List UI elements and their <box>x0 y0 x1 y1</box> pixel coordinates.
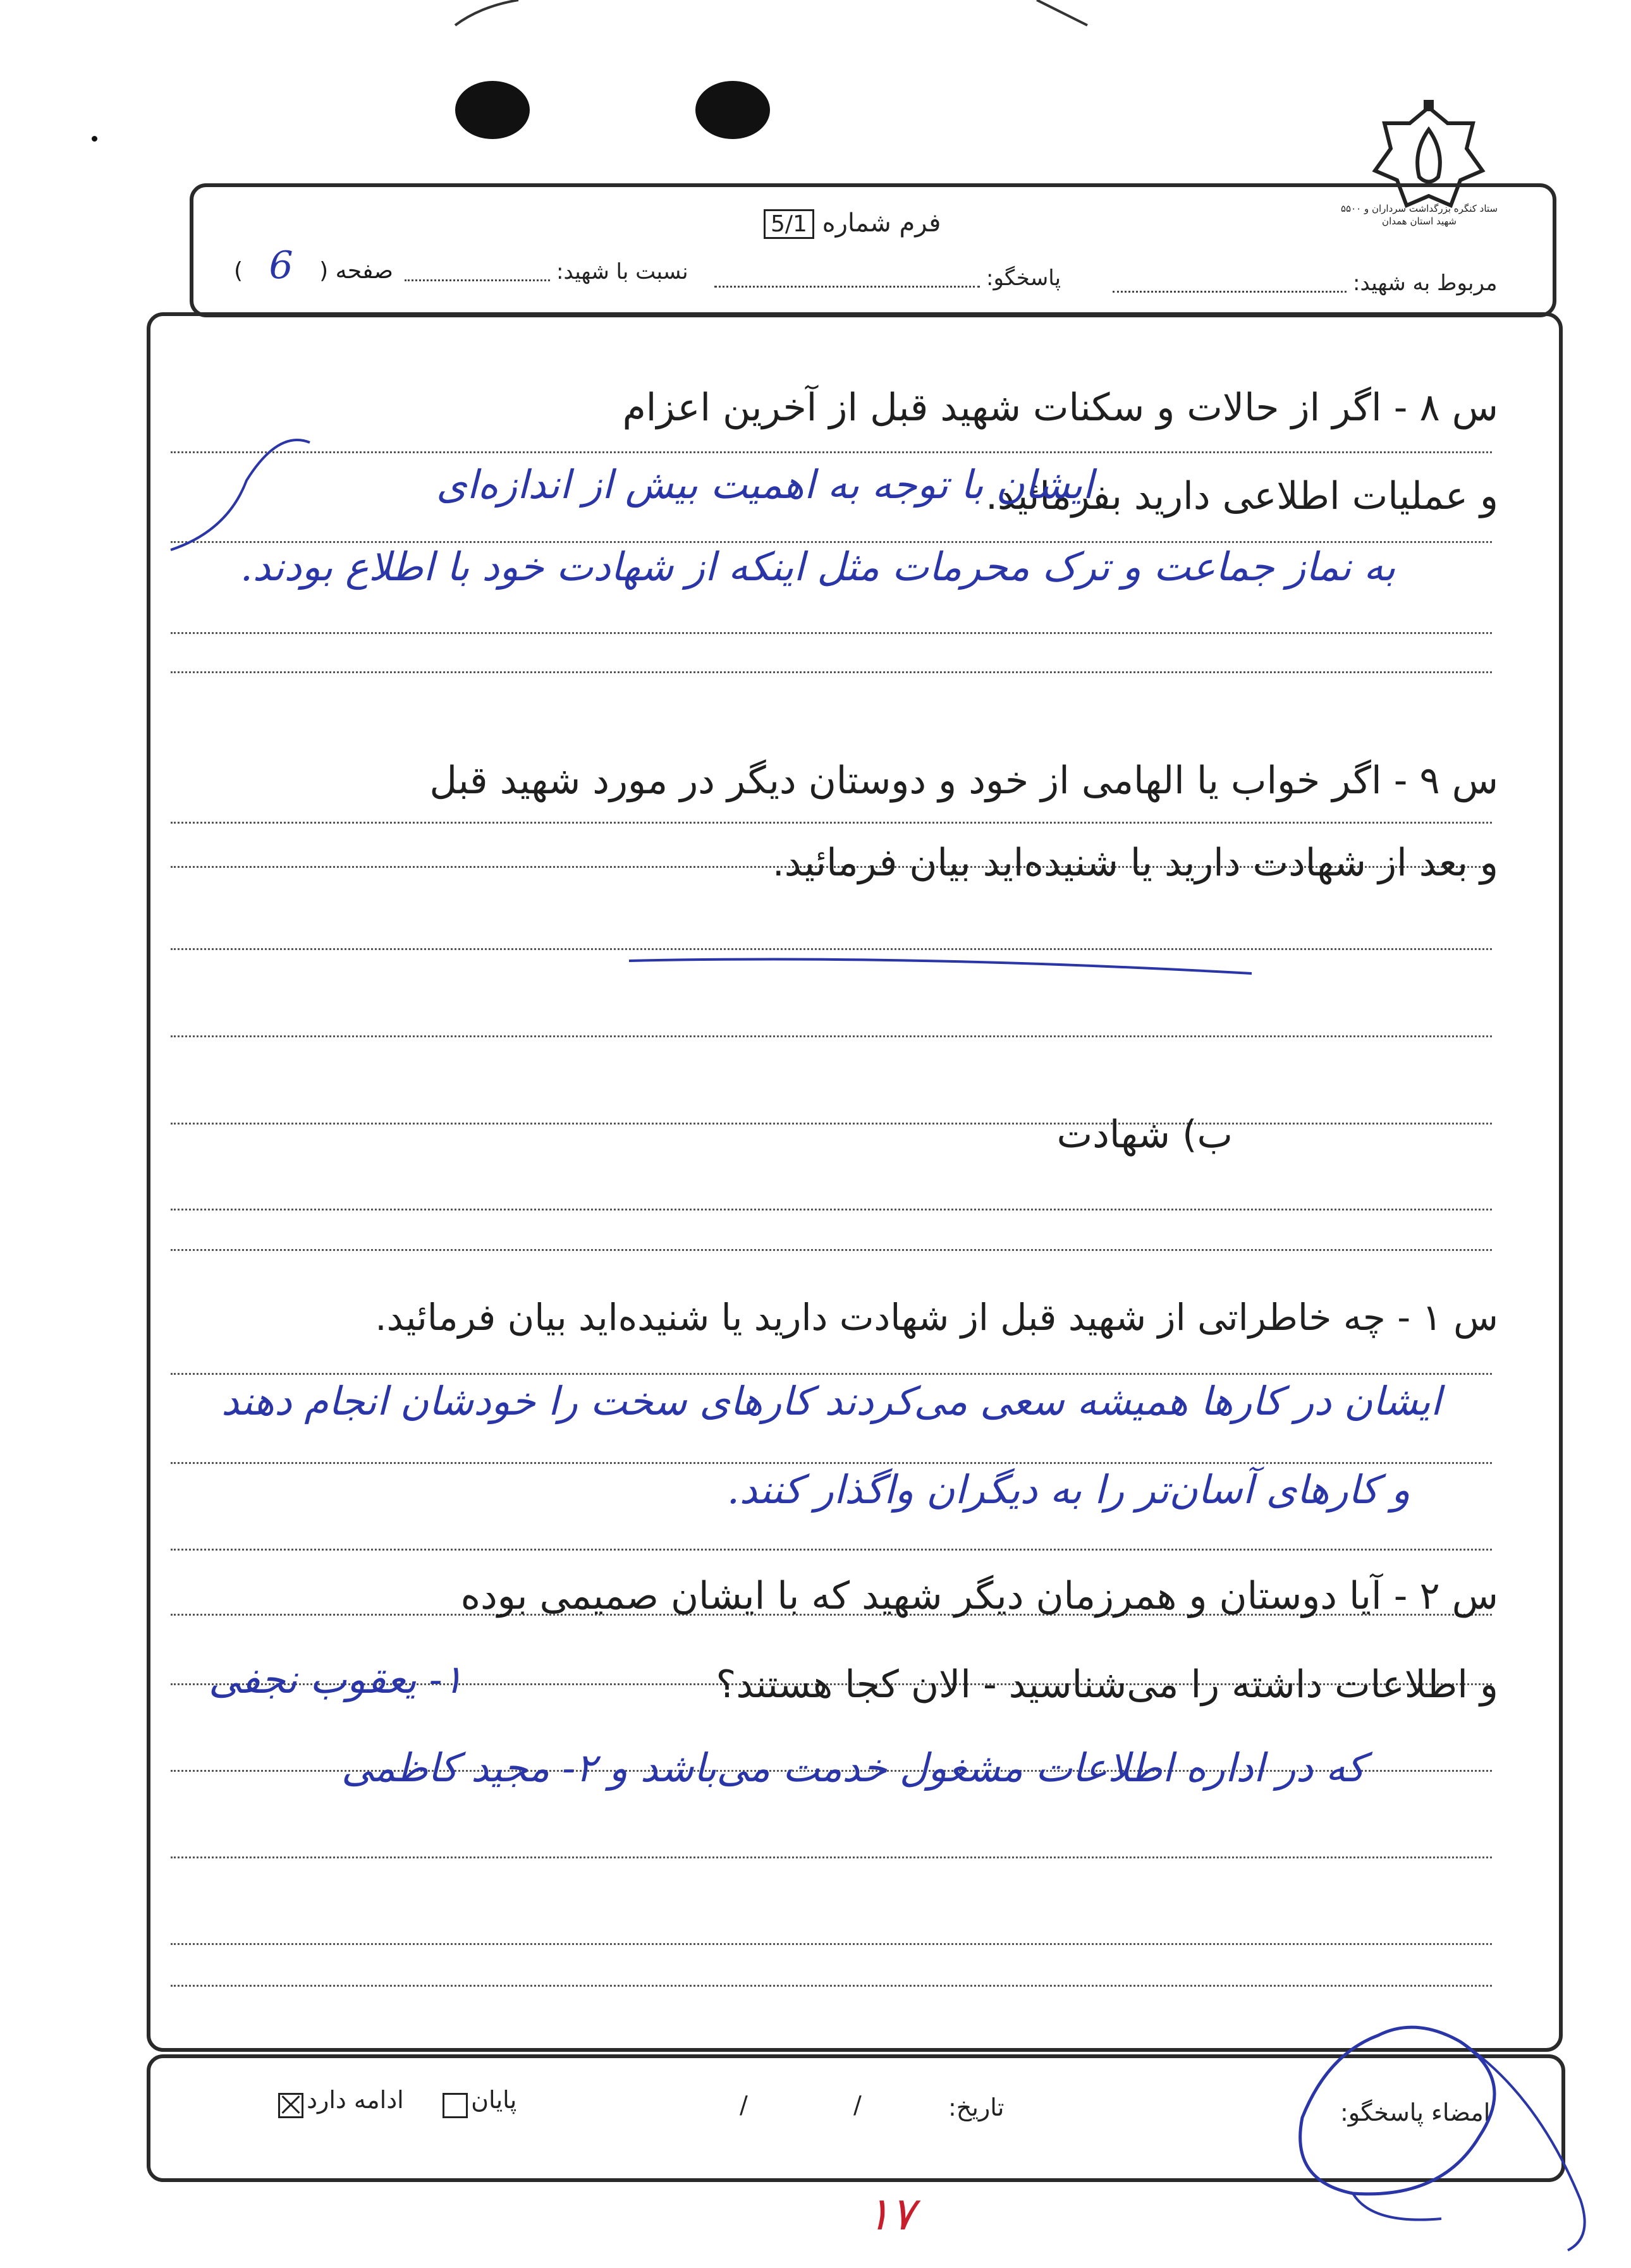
question-9 <box>164 733 1498 1157</box>
top-edge-marks <box>0 0 1631 76</box>
answer-line: و کارهای آسان‌تر را به دیگران واگذار کنند. <box>727 1466 1410 1513</box>
answer-line: به نماز جماعت و ترک محرمات مثل اینکه از شهادت خود با اطلاع بودند. <box>240 544 1396 590</box>
end-checkbox[interactable] <box>443 2093 468 2118</box>
answer-line: ۱- یعقوب نجفی <box>209 1656 463 1702</box>
punch-hole-right <box>695 81 770 139</box>
question-text-line: و بعد از شهادت دارید یا شنیده‌اید بیان فرمائید. <box>772 841 1498 885</box>
continues-checkbox[interactable] <box>278 2093 303 2118</box>
relation-label: نسبت با شهید: <box>556 259 688 284</box>
question-1 <box>164 1277 1498 1542</box>
page-indicator <box>234 243 393 288</box>
signature-scribble <box>1252 1991 1606 2257</box>
page-number: 6 <box>269 243 293 288</box>
continues-label: ادامه دارد <box>307 2086 404 2114</box>
question-text-line: س ۹ - اگر خواب یا الهامی از خود و دوستان دیگر در مورد شهید قبل <box>429 759 1498 803</box>
speck <box>92 136 97 142</box>
end-label: پایان <box>471 2086 517 2114</box>
date-separator: / <box>853 2091 862 2119</box>
form-number: 5/1 <box>764 209 814 239</box>
question-text-line: و عملیات اطلاعی دارید بفرمائید. <box>985 474 1498 518</box>
pen-stroke <box>626 948 1258 986</box>
page-close: ) <box>234 258 243 284</box>
question-text-line: س ۱ - چه خاطراتی از شهید قبل از شهادت دارید یا شنیده‌اید بیان فرمائید. <box>375 1296 1498 1339</box>
answer-line: ایشان در کارها همیشه سعی می‌کردند کارهای سخت را خودشان انجام دهند <box>221 1378 1441 1424</box>
date-label: تاریخ: <box>948 2094 1005 2121</box>
punch-hole-left <box>455 81 530 139</box>
respondent-dots <box>714 286 980 288</box>
form-label: فرم شماره <box>822 209 941 238</box>
question-text-line: س ۲ - آیا دوستان و همرزمان دیگر شهید که با ایشان صمیمی بوده <box>460 1574 1498 1618</box>
answer-line: ایشان با توجه به اهمیت بیش از اندازه‌ای <box>436 461 1094 508</box>
signature-label: امضاء پاسخگو: <box>1340 2099 1491 2126</box>
form-title <box>759 209 941 239</box>
continues-option[interactable] <box>278 2086 404 2118</box>
respondent-label: پاسخگو: <box>986 265 1061 291</box>
answer-line: ب) شهادت <box>1056 1113 1233 1157</box>
end-option[interactable] <box>443 2086 516 2118</box>
header-box <box>190 183 1556 317</box>
page-label: صفحه ( <box>319 258 393 284</box>
related-martyr-label: مربوط به شهید: <box>1353 271 1498 296</box>
question-8 <box>164 354 1498 619</box>
question-2 <box>164 1561 1498 1827</box>
sheet-number: ۱۷ <box>866 2187 915 2240</box>
date-separator: / <box>740 2091 748 2119</box>
related-martyr-dots <box>1113 291 1347 293</box>
logo-caption: ستاد کنگره بزرگداشت سرداران و ۵۵۰۰ شهید استان همدان <box>1340 203 1498 227</box>
pen-stroke <box>152 405 341 569</box>
answer-line: که در اداره اطلاعات مشغول خدمت می‌باشد و ۲- مجید کاظمی <box>341 1745 1365 1791</box>
question-text-line: س ۸ - اگر از حالات و سکنات شهید قبل از آخرین اعزام <box>622 386 1498 430</box>
question-text-line: و اطلاعات داشته را می‌شناسید - الان کجا هستند؟ <box>716 1662 1498 1707</box>
relation-dots <box>405 279 550 281</box>
